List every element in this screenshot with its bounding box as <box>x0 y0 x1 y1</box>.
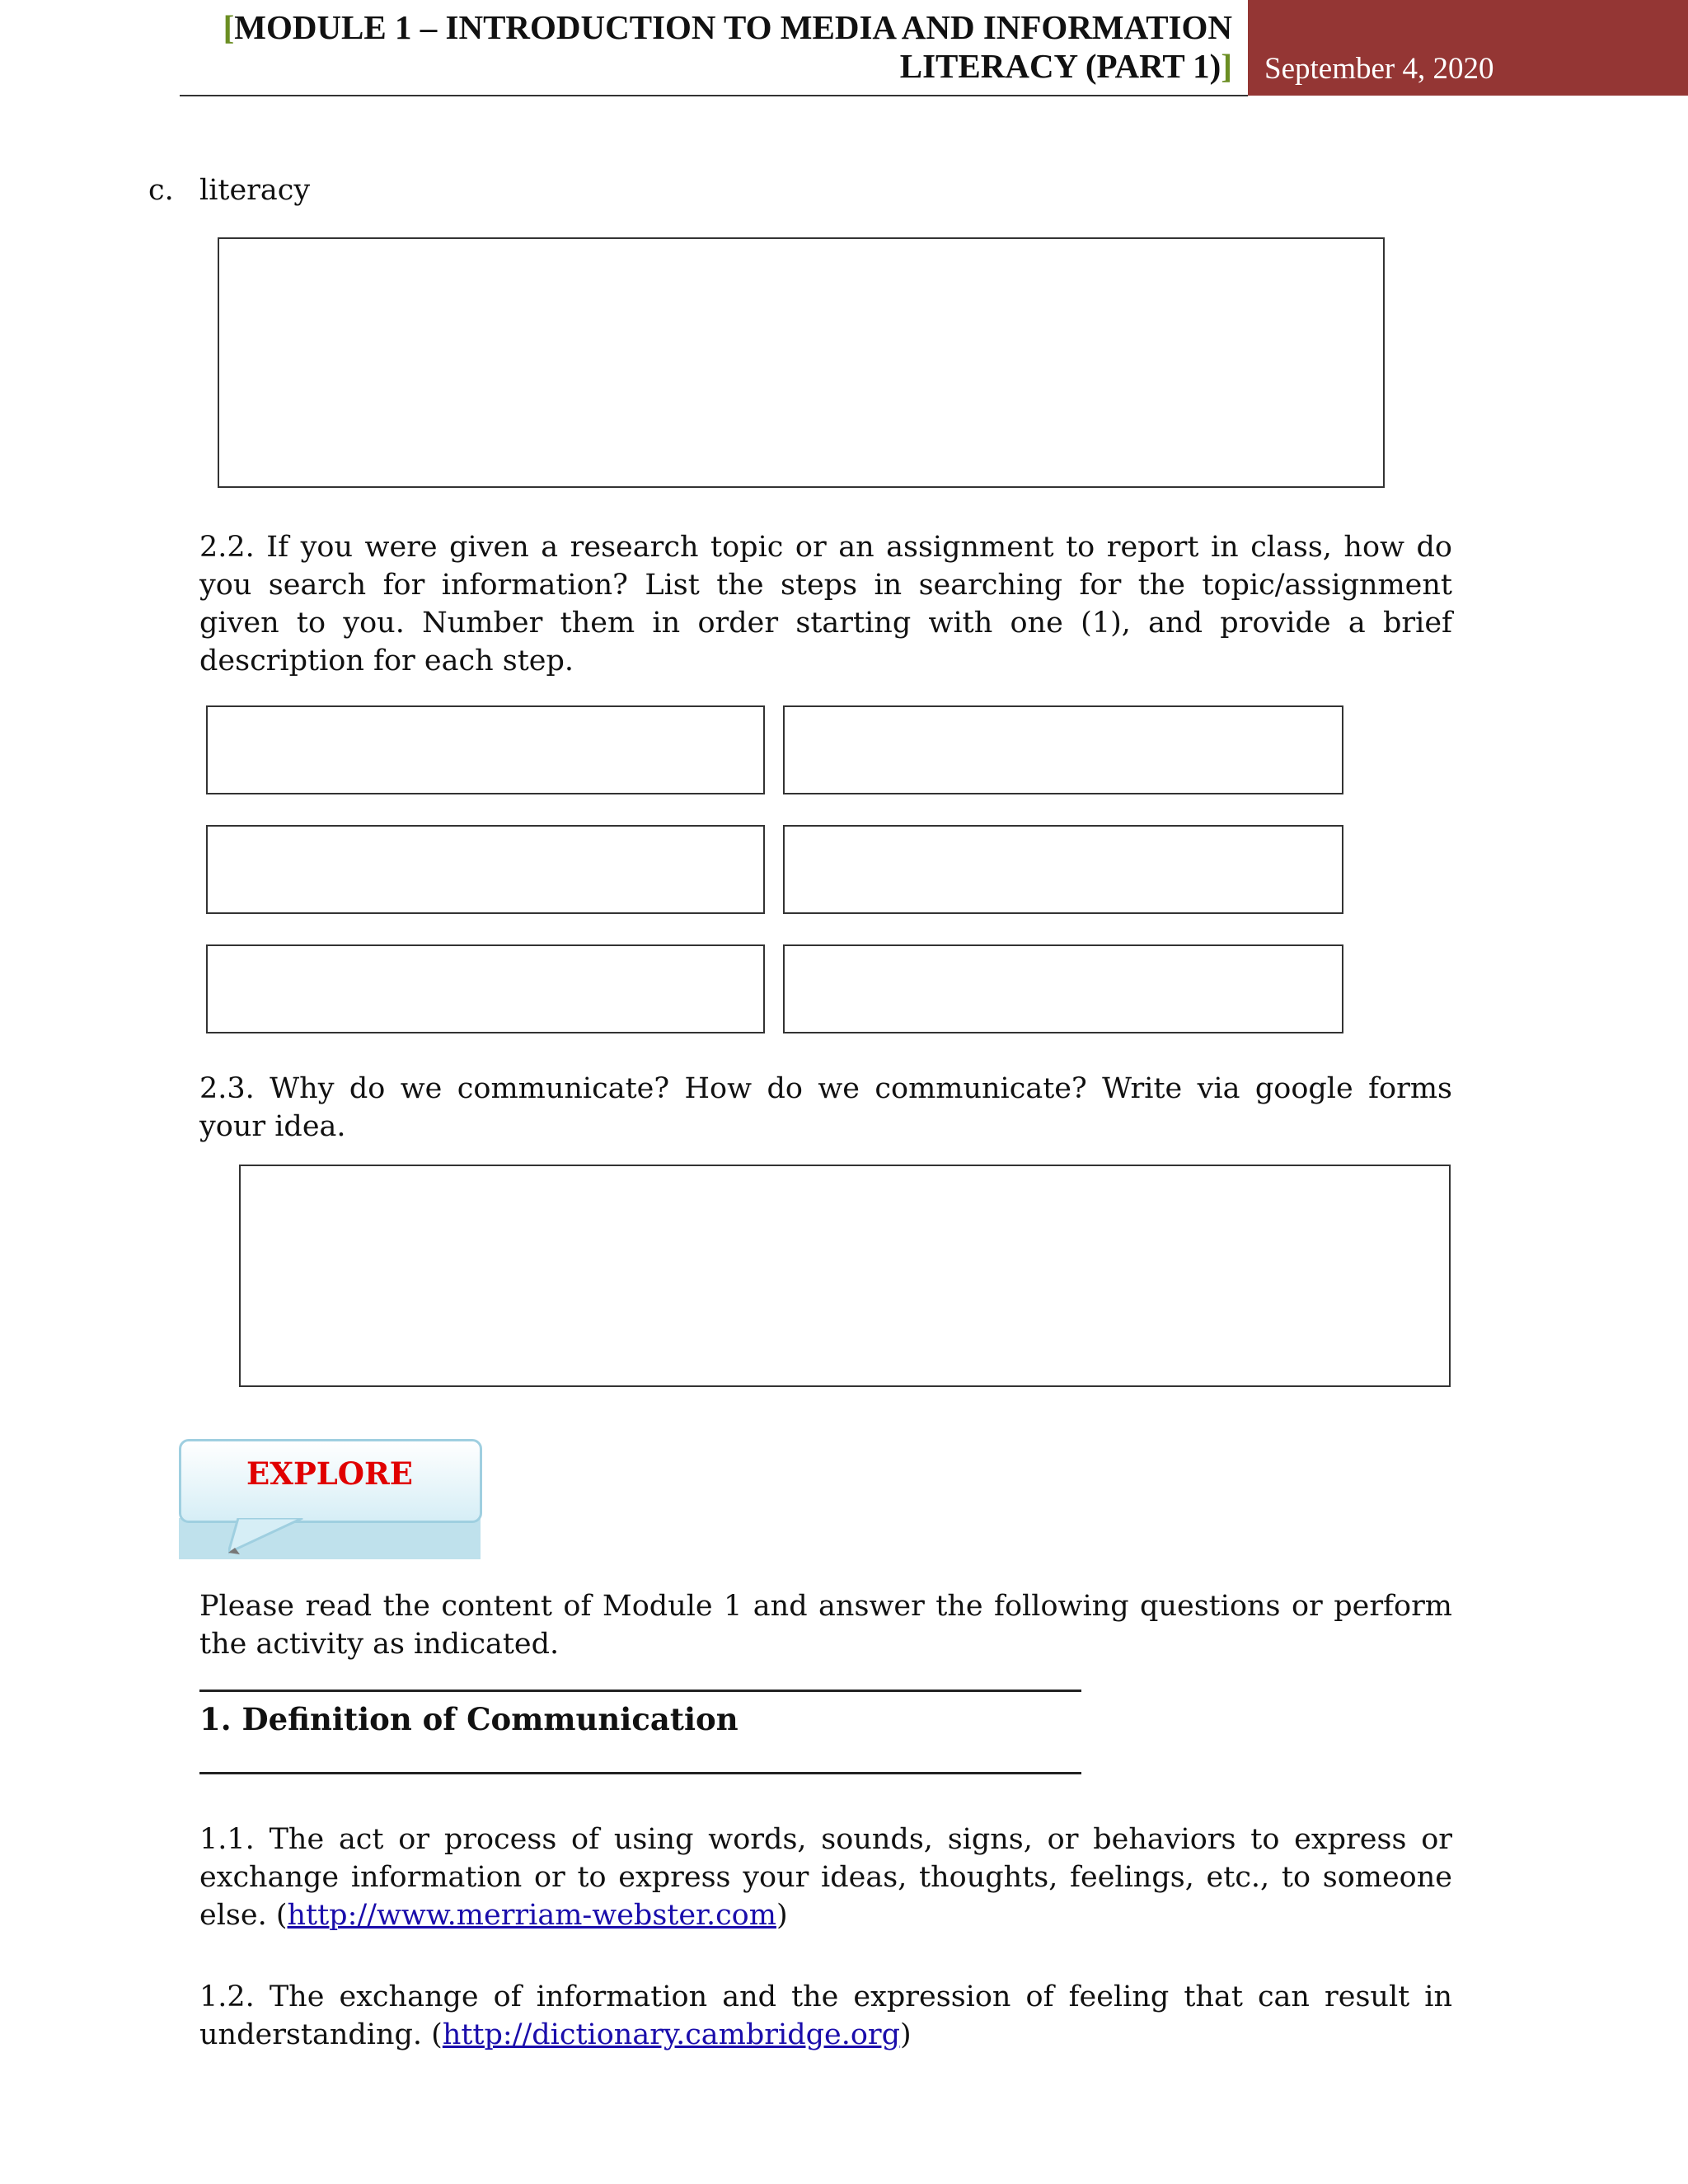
bracket-open: [ <box>223 8 235 46</box>
bracket-close: ] <box>1221 47 1232 85</box>
explore-callout <box>179 1439 481 1563</box>
step-box-1[interactable] <box>206 705 765 794</box>
answer-box-literacy[interactable] <box>218 237 1385 488</box>
definition-1-1-text: 1.1. The act or process of using words, sounds, signs, or behaviors to express or exchange information or to express your ideas, thoughts, feelings, etc., to someone else. ( <box>199 1823 1452 1932</box>
definition-1-2-close: ) <box>900 2018 912 2051</box>
step-box-5[interactable] <box>206 944 765 1033</box>
item-label: literacy <box>199 174 311 207</box>
header-rule <box>180 95 1248 96</box>
step-box-2[interactable] <box>783 705 1343 794</box>
definition-1-1-close: ) <box>776 1899 788 1932</box>
explore-label: EXPLORE <box>246 1455 413 1492</box>
definition-1-2-text: 1.2. The exchange of information and the expression of feeling that can result in understanding. ( <box>199 1980 1452 2051</box>
section-heading: 1. Definition of Communication <box>199 1701 738 1737</box>
cambridge-link[interactable]: http://dictionary.cambridge.org <box>442 2018 901 2051</box>
title-line-2: LITERACY (PART 1) <box>899 47 1221 85</box>
instructions: Please read the content of Module 1 and answer the following questions or perform the activity as indicated. <box>199 1590 1452 1661</box>
definition-1-1 <box>199 1821 1452 1934</box>
section-rule-bottom <box>199 1772 1081 1774</box>
definition-1-2 <box>199 1978 1452 2054</box>
callout-base <box>179 1518 481 1559</box>
answer-box-communicate[interactable] <box>239 1165 1451 1387</box>
title-line-1: MODULE 1 – INTRODUCTION TO MEDIA AND INFORMATION <box>234 8 1232 46</box>
module-title <box>206 8 1232 86</box>
step-box-6[interactable] <box>783 944 1343 1033</box>
merriam-webster-link[interactable]: http://www.merriam-webster.com <box>287 1899 776 1932</box>
item-letter: c. <box>148 174 174 207</box>
step-box-3[interactable] <box>206 825 765 914</box>
date-text: September 4, 2020 <box>1264 52 1494 86</box>
date-banner <box>1248 0 1688 96</box>
step-box-4[interactable] <box>783 825 1343 914</box>
section-rule-top <box>199 1690 1081 1692</box>
callout-tail-icon <box>228 1518 327 1559</box>
question-2-3: 2.3. Why do we communicate? How do we communicate? Write via google forms your idea. <box>199 1072 1452 1143</box>
question-2-2: 2.2. If you were given a research topic or an assignment to report in class, how do you search for information? List the steps in searching for the topic/assignment given to you. Number them in order starting with one (1), and provide a brief description for each step. <box>199 531 1452 677</box>
